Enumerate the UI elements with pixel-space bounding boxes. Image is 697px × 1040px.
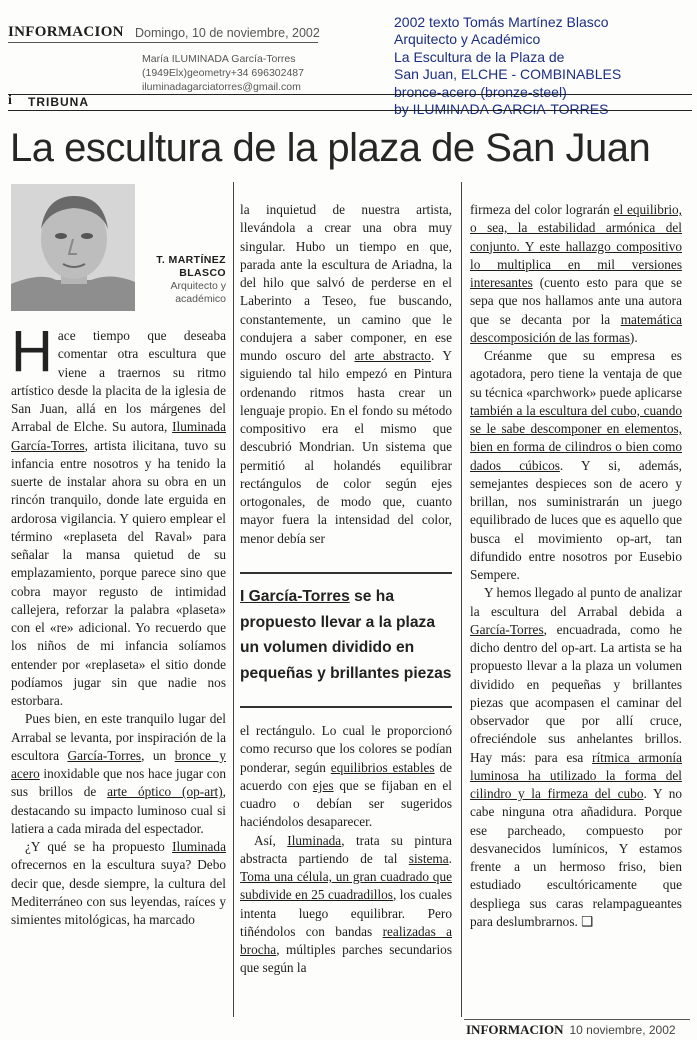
- paragraph: Créanme que su empresa es agotadora, pero tiene la ventaja de que su técnica «parchwork» puede aplicarse también a la escultura del cubo, cuando se le sabe descomponer en elementos, bien en forma de cilindros o bien como dados cúbicos. Y si, además, semejantes despieces son de acero y brillan, nos suministrarán un juego equilibrado de luces que es aquello que busca el movimiento op-art, tan difundido entre nosotros por Eusebio Sempere.: [470, 348, 682, 582]
- column-3: [470, 201, 682, 931]
- paragraph: el rectángulo. Lo cual le proporcionó como recurso que los colores se podían ponderar, según equilibrios estables de acuerdo con ejes que se fijaban en el cuadro o debían ser sugeridos haciéndolos desaparecer.: [240, 723, 453, 830]
- paragraph: la inquietud de nuestra artista, llevándola a crear una obra muy singular. Hubo un tiempo en que, parada ante la escultura de Ariadna, la del hilo que salvó de perderse en el Laberinto a Teseo, fue buscando, constantemente, un camino que le condujera a saber componer, en ese mundo oscuro del arte abstracto. Y siguiendo tal hilo empezó en Pintura ordenando ritmos hasta crear un lenguaje propio. En el fondo su método compositivo era el mismo que descubrió Mondrian. Un sistema que permitió al holandés equilibrar rectángulos de color según ejes ortogonales, de modo que, cuanto mayor fuera la intensidad del color, menor debía ser: [240, 202, 453, 546]
- masthead-rule: [8, 42, 318, 43]
- credit-line: San Juan, ELCHE - COMBINABLES: [394, 66, 622, 83]
- column-1: [11, 319, 226, 929]
- masthead-date: Domingo, 10 de noviembre, 2002: [135, 26, 320, 40]
- pull-quote-text: se ha propuesto llevar a la plaza un volumen dividido en pequeñas y brillantes piezas: [240, 588, 452, 682]
- author-photo: [11, 184, 135, 311]
- column-rule: [233, 182, 234, 1017]
- column-2-top: [240, 201, 452, 548]
- footer-date: 10 noviembre, 2002: [569, 1023, 676, 1037]
- credit-line: Arquitecto y Académico: [394, 31, 541, 48]
- footer-name: INFORMACION: [466, 1022, 564, 1037]
- masthead-name: INFORMACION: [8, 24, 124, 40]
- footer: [466, 1022, 676, 1038]
- contact-phone: (1949Elx)geometry+34 696302487: [142, 67, 304, 79]
- paragraph: Y hemos llegado al punto de analizar la escultura del Arrabal debida a García-Torres, encuadrada, como he dicho dentro del op-art. La artista se ha propuesto llevar a la plaza un volumen dividido en pequeñas y brillantes piezas que acompasen el caminar del observador que por allí cruce, ofreciéndole sus anhelantes brillos. Hay más: para esa rítmica armonía luminosa ha utilizado la forma del cilindro y la firmeza del cubo. Y no cabe ninguna otra añadidura. Porque ese parcheado, compuesto por desvanecidos lumínicos, Y estamos frente a un hermoso friso, bien estudiado escultóricamente que despliega sus caras relampagueantes para deslumbrarnos. ❑: [470, 585, 682, 929]
- paragraph: firmeza del color lograrán el equilibrio, o sea, la estabilidad armónica del conjunto. Y este hallazgo compositivo lo multiplica en mil versiones interesantes (cuento esto para que se sepa que nos hallamos ante una autora que se decanta por la matemática descomposición de las formas).: [470, 202, 682, 345]
- credit-line: by ILUMINADA GARCIA-TORRES: [394, 101, 609, 118]
- section-bar: [8, 94, 692, 111]
- footer-rule: [464, 1019, 690, 1020]
- section-label: TRIBUNA: [28, 95, 89, 109]
- author-role: Arquitecto y académico: [170, 280, 226, 305]
- credit-line: La Escultura de la Plaza de: [394, 48, 565, 65]
- drop-cap: H: [11, 319, 53, 384]
- author-name: T. MARTÍNEZ BLASCO: [156, 254, 226, 279]
- credit-line: bronce-acero (bronze-steel): [394, 83, 567, 100]
- credit-line: 2002 texto Tomás Martínez Blasco: [394, 14, 609, 30]
- headline: La escultura de la plaza de San Juan: [10, 126, 651, 170]
- paragraph: Así, Iluminada, trata su pintura abstracta partiendo de tal sistema. Toma una célula, un gran cuadrado que subdivide en 25 cuadradillos, los cuales intenta luego equilibrar. Pero tiñéndolos con bandas realizadas a brocha, múltiples parches secundarios que según la: [240, 832, 453, 976]
- column-2-bottom: [240, 722, 452, 978]
- column-rule: [461, 182, 462, 1017]
- paragraph: ¿Y qué se ha propuesto Iluminada ofrecernos en la escultura suya? Debo decir que, desde siempre, la cultura del Mediterráneo con sus leyendas, raíces y simientes mitológicas, ha marcado: [11, 839, 226, 927]
- author-byline: [150, 254, 226, 306]
- contact-block: [142, 52, 304, 94]
- contact-email: iluminadagarciatorres@gmail.com: [142, 81, 301, 93]
- pull-quote-name: I García-Torres: [240, 588, 350, 605]
- contact-name: María ILUMINADA García-Torres: [142, 53, 296, 65]
- paragraph: Hace tiempo que deseaba comentar otra escultura que viene a traernos su ritmo artístico desde la placita de la iglesia de San Juan, allá en los márgenes del Arrabal de Elche. Su autora, Iluminada García-Torres, artista ilicitana, tuvo su infancia entre nosotros y ha tenido la suerte de instalar ahora su obra en un rincón tranquilo, donde late erguida en ardorosa vigilancia. Y quiero emplear el término «replaseta del Raval» para señalar la mansa quietud de su emplazamiento, porque parece sino que cobra mayor regusto de intimidad callejera, reforzar la palabra «plaseta» con el «re» adicional. Yo recuerdo que los niños de mi infancia solíamos entender por «replaseta» el sitio donde podíamos jugar sin que nadie nos estorbara.: [11, 319, 226, 708]
- section-icon: i: [8, 93, 12, 108]
- pull-quote: [240, 572, 452, 708]
- paragraph: Pues bien, en este tranquilo lugar del Arrabal se levanta, por inspiración de la escultora García-Torres, un bronce y acero inoxidable que nos hace jugar con sus brillos de arte óptico (op-art), destacando su impacto luminoso cual si latiera a cada mirada del espectador.: [11, 711, 226, 836]
